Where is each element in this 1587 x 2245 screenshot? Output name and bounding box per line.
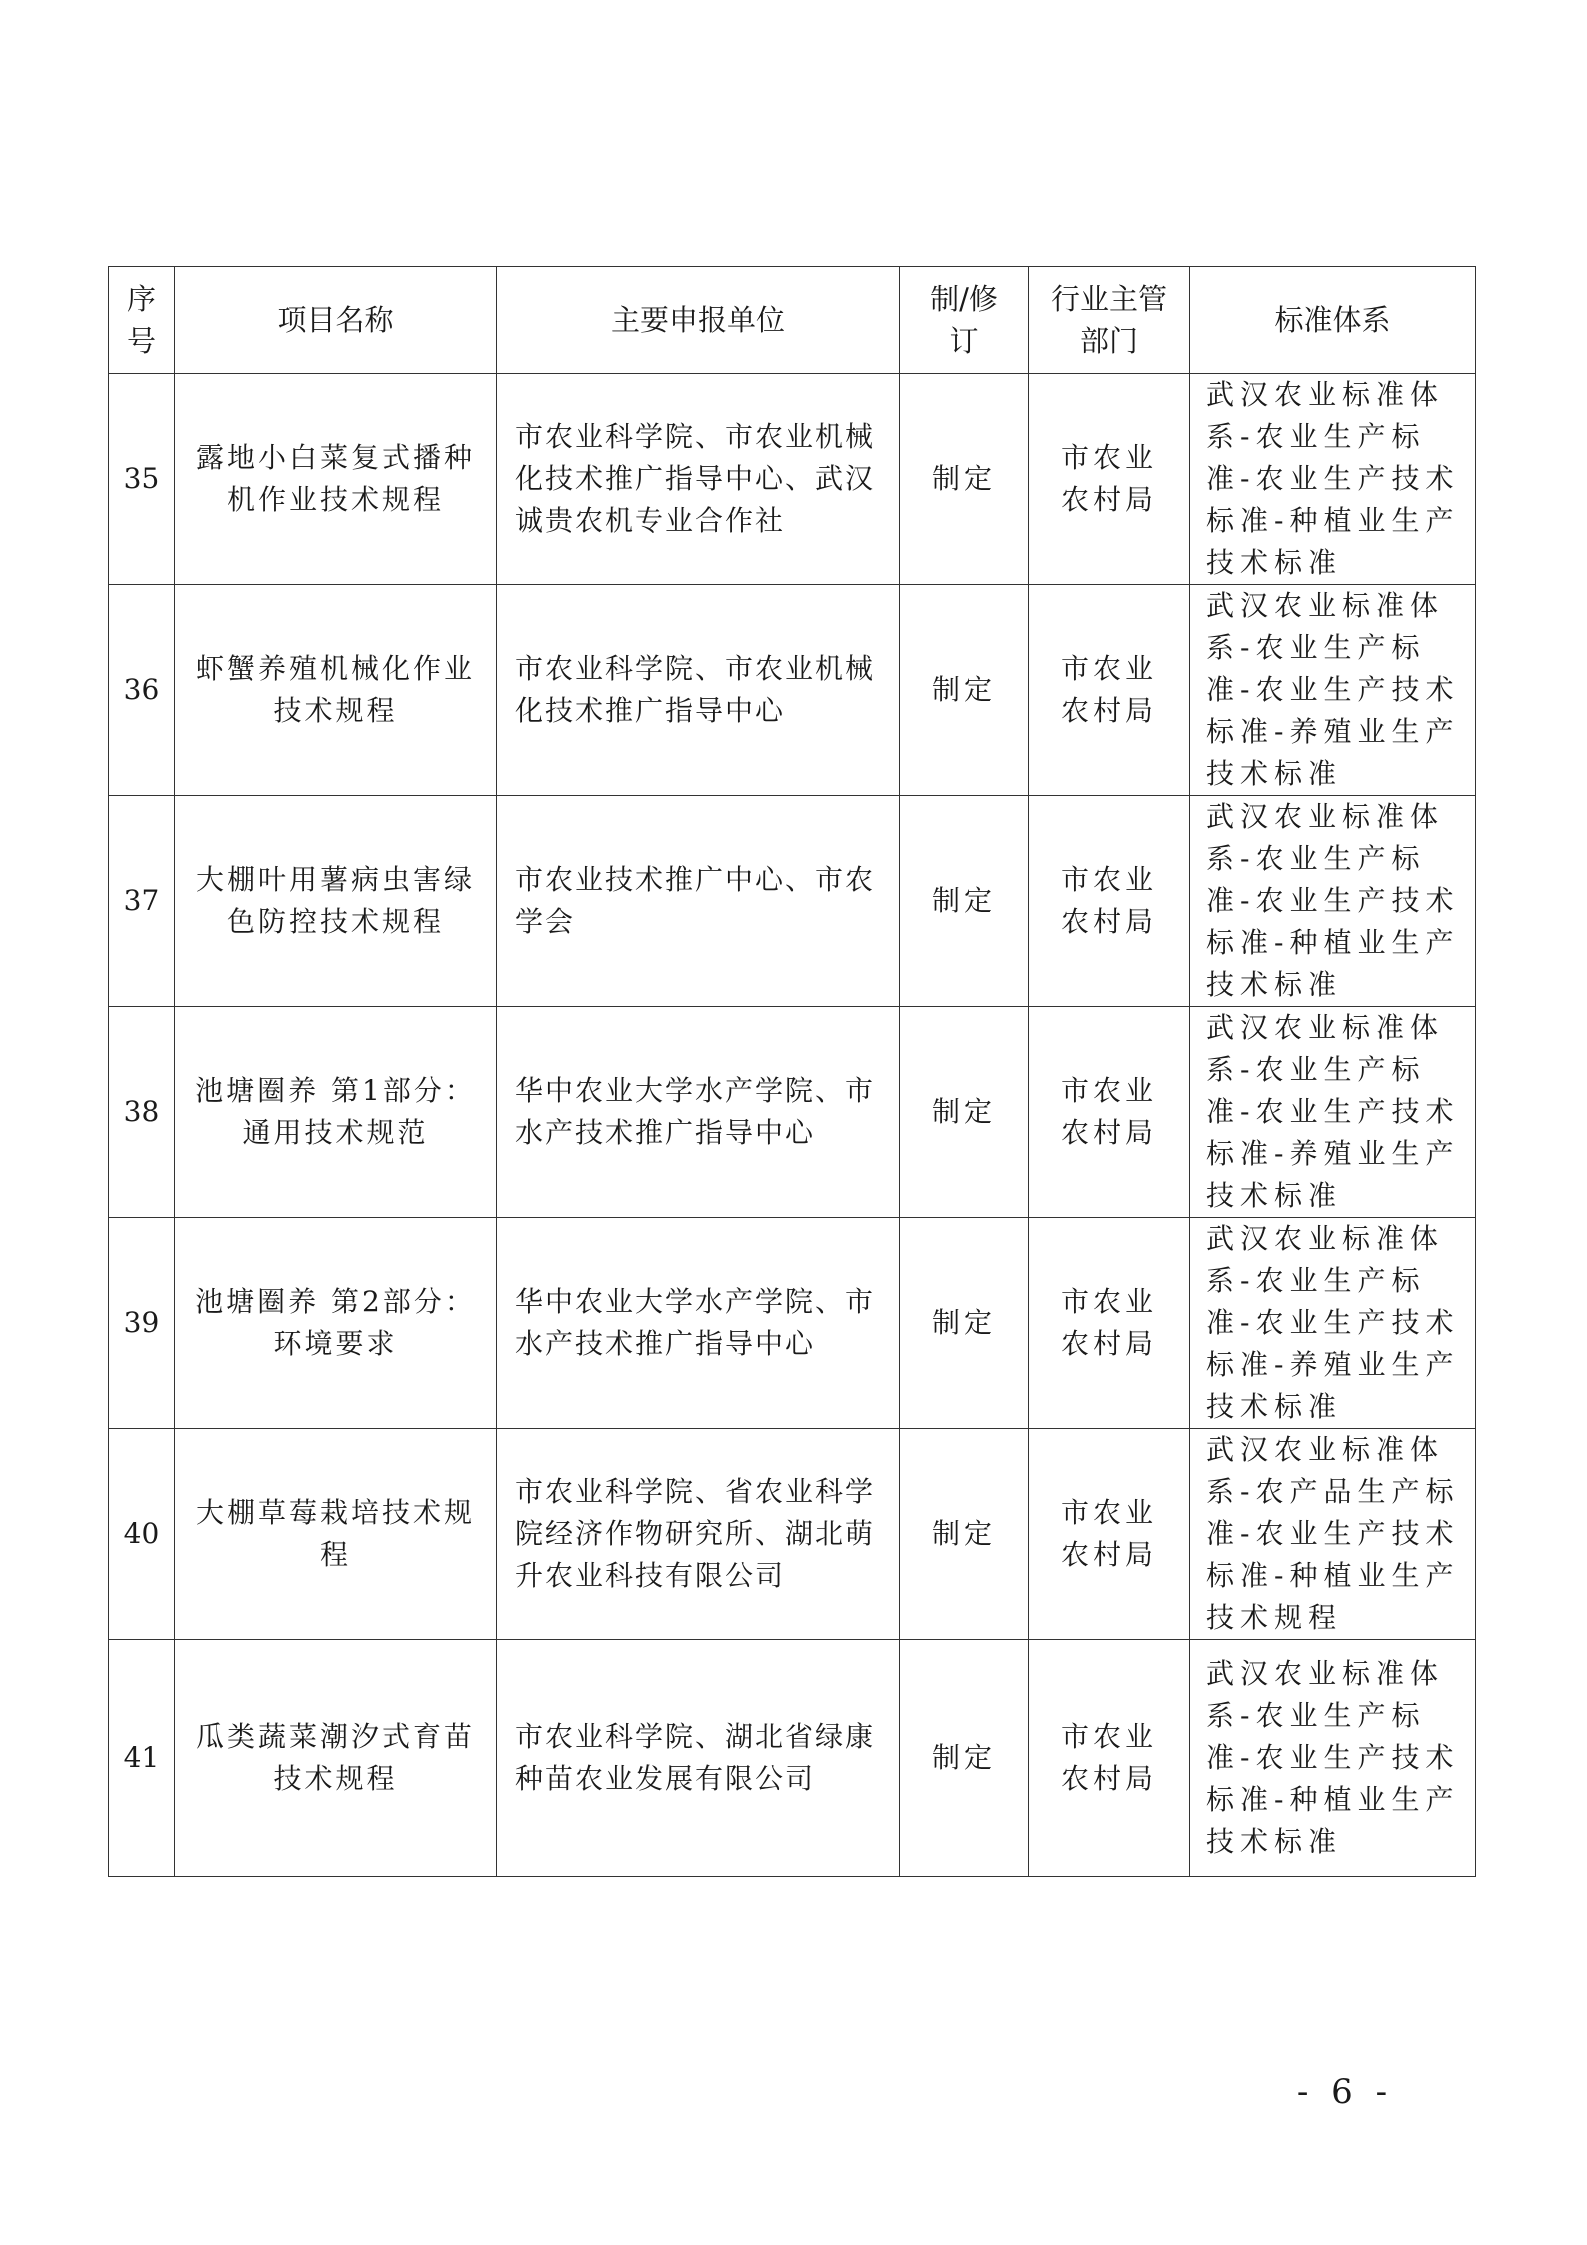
table-row (109, 1007, 1476, 1218)
header-unit: 主要申报单位 (497, 267, 900, 374)
row-standard-system: 武汉农业标准体系-农业生产标准-农业生产技术标准-种植业生产技术标准 (1190, 374, 1476, 585)
row-standard-system: 武汉农业标准体系-农业生产标准-农业生产技术标准-养殖业生产技术标准 (1190, 1218, 1476, 1429)
header-index: 序号 (109, 267, 175, 374)
row-index: 40 (109, 1429, 175, 1640)
page-number: - 6 - (1296, 2072, 1394, 2112)
row-standard-system: 武汉农业标准体系-农业生产标准-农业生产技术标准-种植业生产技术标准 (1190, 1640, 1476, 1877)
row-standard-system: 武汉农业标准体系-农产品生产标准-农业生产技术标准-种植业生产技术规程 (1190, 1429, 1476, 1640)
header-type: 制/修订 (900, 267, 1029, 374)
table-row (109, 1429, 1476, 1640)
table-row (109, 1218, 1476, 1429)
row-applicant-unit: 市农业科学院、湖北省绿康种苗农业发展有限公司 (497, 1640, 900, 1877)
row-project-name: 露地小白菜复式播种机作业技术规程 (175, 374, 497, 585)
row-revision-type: 制定 (900, 374, 1029, 585)
row-applicant-unit: 市农业技术推广中心、市农学会 (497, 796, 900, 1007)
row-applicant-unit: 市农业科学院、省农业科学院经济作物研究所、湖北萌升农业科技有限公司 (497, 1429, 900, 1640)
row-department: 市农业农村局 (1029, 585, 1190, 796)
row-index: 38 (109, 1007, 175, 1218)
row-revision-type: 制定 (900, 796, 1029, 1007)
row-revision-type: 制定 (900, 1218, 1029, 1429)
row-applicant-unit: 华中农业大学水产学院、市水产技术推广指导中心 (497, 1218, 900, 1429)
row-applicant-unit: 华中农业大学水产学院、市水产技术推广指导中心 (497, 1007, 900, 1218)
row-index: 39 (109, 1218, 175, 1429)
table-row (109, 796, 1476, 1007)
table-row (109, 1640, 1476, 1877)
row-standard-system: 武汉农业标准体系-农业生产标准-农业生产技术标准-养殖业生产技术标准 (1190, 585, 1476, 796)
row-index: 35 (109, 374, 175, 585)
row-applicant-unit: 市农业科学院、市农业机械化技术推广指导中心 (497, 585, 900, 796)
table-header-row (109, 267, 1476, 374)
row-revision-type: 制定 (900, 585, 1029, 796)
row-department: 市农业农村局 (1029, 1640, 1190, 1877)
row-project-name: 虾蟹养殖机械化作业技术规程 (175, 585, 497, 796)
row-index: 36 (109, 585, 175, 796)
row-department: 市农业农村局 (1029, 374, 1190, 585)
row-standard-system: 武汉农业标准体系-农业生产标准-农业生产技术标准-养殖业生产技术标准 (1190, 1007, 1476, 1218)
header-dept: 行业主管部门 (1029, 267, 1190, 374)
row-project-name: 大棚草莓栽培技术规程 (175, 1429, 497, 1640)
row-department: 市农业农村局 (1029, 1429, 1190, 1640)
row-revision-type: 制定 (900, 1007, 1029, 1218)
row-index: 41 (109, 1640, 175, 1877)
row-project-name: 大棚叶用薯病虫害绿色防控技术规程 (175, 796, 497, 1007)
row-project-name: 池塘圈养 第2部分：环境要求 (175, 1218, 497, 1429)
standards-table (108, 266, 1476, 1877)
table-row (109, 374, 1476, 585)
row-project-name: 瓜类蔬菜潮汐式育苗技术规程 (175, 1640, 497, 1877)
row-department: 市农业农村局 (1029, 1218, 1190, 1429)
table-row (109, 585, 1476, 796)
row-project-name: 池塘圈养 第1部分：通用技术规范 (175, 1007, 497, 1218)
header-system: 标准体系 (1190, 267, 1476, 374)
row-index: 37 (109, 796, 175, 1007)
row-revision-type: 制定 (900, 1640, 1029, 1877)
row-department: 市农业农村局 (1029, 1007, 1190, 1218)
row-standard-system: 武汉农业标准体系-农业生产标准-农业生产技术标准-种植业生产技术标准 (1190, 796, 1476, 1007)
row-department: 市农业农村局 (1029, 796, 1190, 1007)
row-revision-type: 制定 (900, 1429, 1029, 1640)
row-applicant-unit: 市农业科学院、市农业机械化技术推广指导中心、武汉诚贵农机专业合作社 (497, 374, 900, 585)
header-name: 项目名称 (175, 267, 497, 374)
